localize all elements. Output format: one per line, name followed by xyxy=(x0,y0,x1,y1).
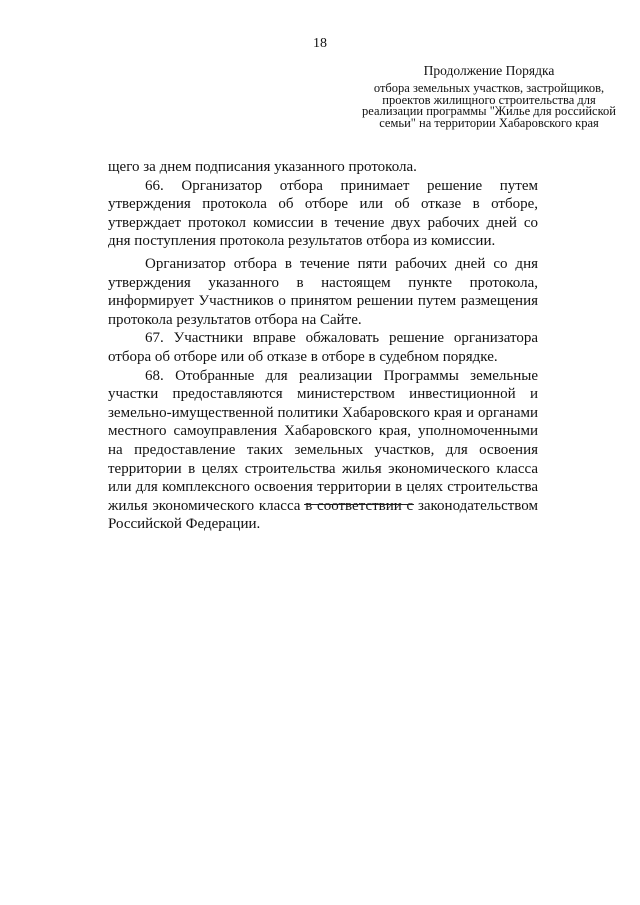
paragraph-67: 67. Участники вправе обжаловать решение организатора отбора об отборе или об отказе в отборе в судебном порядке. xyxy=(108,330,538,365)
header-title: Продолжение Порядка xyxy=(423,63,555,78)
paragraph-68: 68. Отобранные для реализации Программы земельные участки предоставляются министерством инвестиционной и земельно-имущественной политики Хабаровского края и органами местного самоуправления Хабаровского края, уполномоченными на предоставление таких земельных участков, для освоения территории в целях строительства жилья экономического класса или для комплексного освоения территории в целях строительства жилья экономического класса в соответствии с законодательством Российской Федерации. xyxy=(108,367,538,533)
running-header xyxy=(360,63,618,129)
paragraph-66-notification: Организатор отбора в течение пяти рабочих дней со дня утверждения указанного в настоящем пункте протокола, информирует Участников о принятом решении путем размещения протокола результатов отбора на Сайте. xyxy=(108,255,538,328)
paragraph-continuation: щего за днем подписания указанного протокола. xyxy=(108,159,417,175)
page-number: 18 xyxy=(313,36,327,51)
end-separator-line xyxy=(304,504,414,505)
paragraph-66: 66. Организатор отбора принимает решение путем утверждения протокола об отборе или об отказе в отборе, утверждает протокол комиссии в течение двух рабочих дней со дня поступления протокола результатов отбора из комиссии. xyxy=(108,177,538,250)
header-subtitle: отбора земельных участков, застройщиков, проектов жилищного строительства для реализации программы "Жилье для российской семьи" на территории Хабаровского края xyxy=(362,81,616,130)
document-body xyxy=(108,158,538,534)
